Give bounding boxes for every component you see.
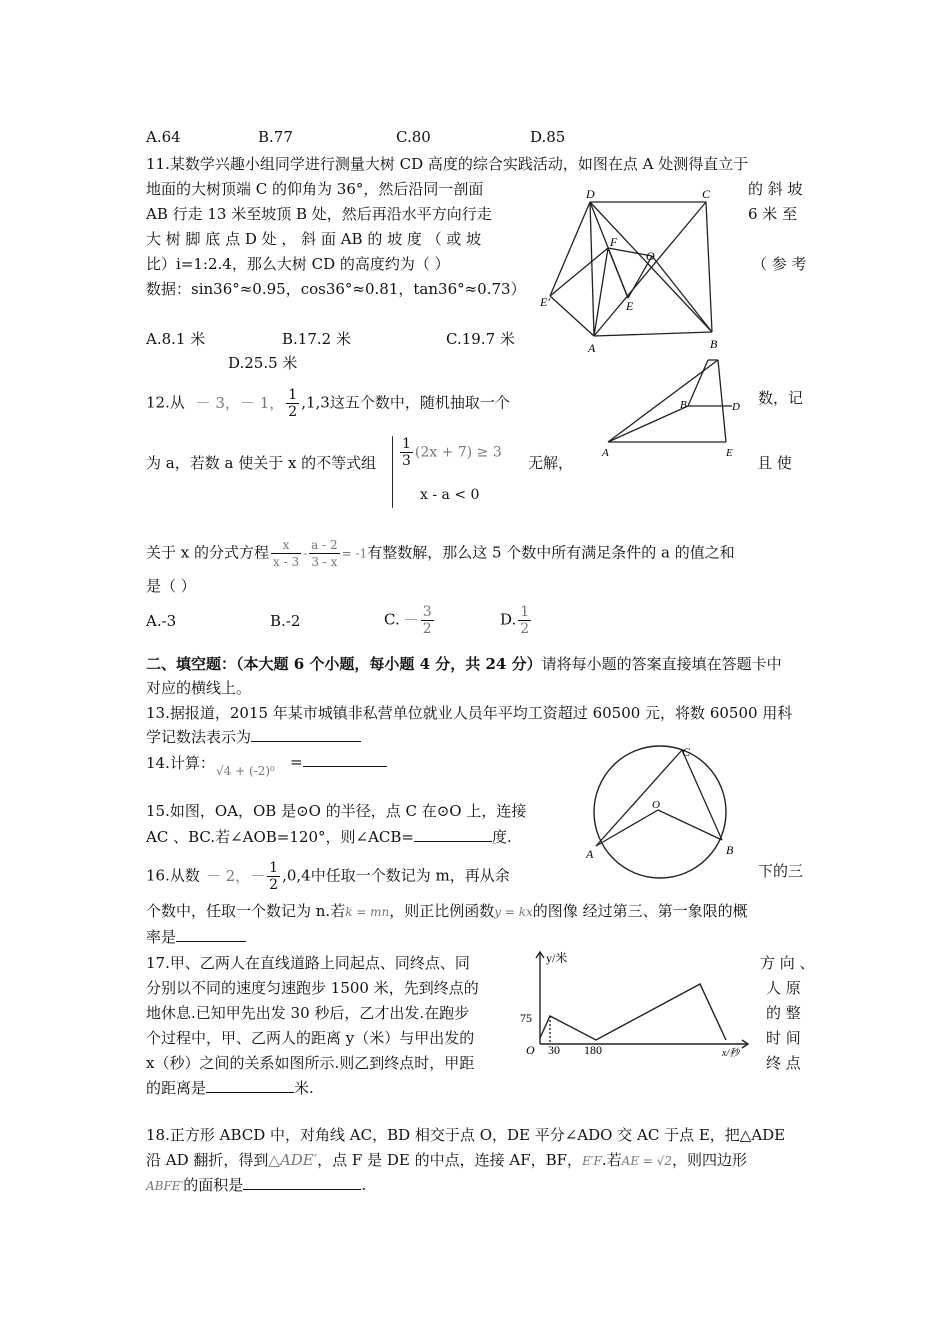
q11-option-a: A.8.1 米 — [146, 330, 206, 348]
q11-fig-label-c: C — [702, 187, 711, 201]
q16-line1-end: 下的三 — [758, 862, 804, 880]
q17-line3: 地休息.已知甲先出发 30 秒后，乙才出发.在跑步 — [146, 1004, 470, 1022]
q11-fig-label-f: F — [610, 235, 618, 249]
q11-line3: AB 行走 13 米至坡顶 B 处，然后再沿水平方向行走 — [146, 205, 492, 223]
q15-fig-label-a: A — [586, 847, 594, 861]
q18-line1: 18.正方形 ABCD 中，对角线 AC，BD 相交于点 O，DE 平分∠ADO 交 AC 于点 E，把△ADE — [146, 1126, 786, 1144]
q12-option-b: B.-2 — [270, 612, 301, 630]
section2-header: 二、填空题：（本大题 6 个小题，每小题 4 分，共 24 分）请将每小题的答案直接填在答题卡中 — [146, 655, 782, 673]
q12-fig-label-d: D — [732, 401, 740, 413]
q16-line1: 16.从数 － 2，－ $\frac{1}{2}$ ,0,4中任取一个数记为 m，再从余 — [146, 860, 510, 893]
q17-line1-end: 方 向 、 — [760, 954, 815, 972]
q15-figure — [582, 744, 742, 880]
q17-line5: x（秒）之间的关系如图所示.则乙到终点时，甲距 — [146, 1054, 475, 1072]
q10-option-a: A.64 — [146, 128, 181, 146]
q17-ylabel: y/米 — [546, 951, 568, 965]
q15-fig-label-c: C — [682, 745, 691, 759]
q10-option-c: C.80 — [396, 128, 431, 146]
q12-line2-mid: 无解， — [528, 454, 574, 472]
q14-expression: √4 + (-2)⁰ — [216, 764, 275, 778]
q17-line6: 的距离是 米. — [146, 1079, 314, 1097]
q17-line2: 分别以不同的速度匀速跑步 1500 米，先到终点的 — [146, 979, 479, 997]
q11-line5-end: （ 参 考 — [752, 255, 807, 273]
q17-line4-end: 时 间 — [766, 1029, 801, 1047]
q13-line1: 13.据报道，2015 年某市城镇非私营单位就业人员年平均工资超过 60500 元，将数 60500 用科 — [146, 704, 793, 722]
q12-ineq2: x - a < 0 — [420, 487, 480, 503]
q11-line2-end: 的 斜 坡 — [748, 180, 803, 198]
q17-line5-end: 终 点 — [766, 1054, 801, 1072]
q11-fig-label-e-prime: E′ — [540, 295, 550, 309]
q17-x30: 30 — [548, 1043, 560, 1057]
q11-line6: 数据：sin36°≈0.95，cos36°≈0.81，tan36°≈0.73） — [146, 280, 526, 298]
q17-x180: 180 — [584, 1043, 602, 1057]
q11-option-b: B.17.2 米 — [282, 330, 351, 348]
q12-fig-label-b: B — [680, 399, 687, 411]
q18-line3: ABFE′的面积是 . — [146, 1176, 367, 1194]
q12-figure — [598, 356, 748, 460]
q11-figure — [536, 180, 736, 360]
q12-line4: 是（ ） — [146, 577, 196, 595]
q17-line3-end: 的 整 — [766, 1004, 801, 1022]
q15-fig-label-o: O — [652, 799, 660, 811]
q16-answer-blank[interactable] — [176, 927, 246, 942]
q18-answer-blank[interactable] — [243, 1175, 361, 1190]
q11-line3-end: 6 米 至 — [748, 205, 798, 223]
q12-option-a: A.-3 — [146, 612, 177, 630]
q11-fig-label-a: A — [588, 341, 596, 355]
q15-answer-blank[interactable] — [414, 827, 492, 842]
q14-answer-blank[interactable] — [303, 752, 387, 767]
q17-origin: O — [526, 1043, 535, 1057]
q12-line2-end: 且 使 — [757, 454, 792, 472]
q11-option-c: C.19.7 米 — [446, 330, 515, 348]
q12-fig-label-a: A — [602, 447, 609, 459]
q12-eq-frac2: $\frac{a - 2}{3 - x}$ — [311, 538, 338, 569]
q11-line2: 地面的大树顶端 C 的仰角为 36°，然后沿同一剖面 — [146, 180, 484, 198]
q12-brace — [392, 436, 393, 508]
q17-line4: 个过程中，甲、乙两人的距离 y（米）与甲出发的 — [146, 1029, 475, 1047]
q17-y75: 75 — [520, 1011, 532, 1025]
q11-fig-label-e: E — [626, 299, 634, 313]
q16-line3: 率是 — [146, 926, 246, 947]
q12-ineq1: $\frac{1}{3}$ (2x + 7) ≥ 3 — [402, 436, 502, 469]
q17-answer-blank[interactable] — [206, 1078, 294, 1093]
q12-option-d: D. $\frac{1}{2}$ — [500, 604, 530, 637]
q11-fig-label-b: B — [710, 337, 718, 351]
q12-fig-label-e: E — [726, 447, 733, 459]
q11-fig-label-o: O — [646, 249, 655, 263]
q13-answer-blank[interactable] — [251, 727, 361, 742]
q10-option-d: D.85 — [530, 128, 566, 146]
section2-line2: 对应的横线上。 — [146, 679, 252, 697]
q17-graph — [516, 948, 756, 1060]
q15-line1: 15.如图，OA，OB 是⊙O 的半径，点 C 在⊙O 上，连接 — [146, 802, 527, 820]
q17-line1: 17.甲、乙两人在直线道路上同起点、同终点、同 — [146, 954, 470, 972]
q17-xlabel: x/秒 — [722, 1048, 740, 1059]
q13-line2: 学记数法表示为 — [146, 726, 361, 747]
q11-line4: 大 树 脚 底 点 D 处 ， 斜 面 AB 的 坡 度 （ 或 坡 — [146, 230, 482, 248]
q16-line2: 个数中，任取一个数记为 n.若k = mn，则正比例函数y = kx的图像 经过第三、第一象限的概 — [146, 902, 748, 920]
q15-fig-label-b: B — [726, 843, 734, 857]
q14-answer: = — [290, 752, 387, 771]
q15-line2: AC 、BC.若∠AOB=120°，则∠ACB= 度. — [146, 828, 512, 846]
q18-line2: 沿 AD 翻折，得到△ADE′，点 F 是 DE 的中点，连接 AF，BF，E′F.若AE = √2，则四边形 — [146, 1151, 748, 1169]
q12-line2: 为 a，若数 a 使关于 x 的不等式组 — [146, 454, 377, 472]
q11-line5: 比）i=1:2.4，那么大树 CD 的高度约为（ ） — [146, 255, 450, 273]
q11-option-d: D.25.5 米 — [228, 354, 298, 372]
q12-eq-frac1: $\frac{x}{x - 3}$ — [273, 538, 300, 569]
q10-option-b: B.77 — [258, 128, 293, 146]
q12-frac-half: $\frac{1}{2}$ — [288, 387, 298, 420]
q14-line1: 14.计算： — [146, 754, 215, 772]
q12-line3: 关于 x 的分式方程 $\frac{x}{x - 3}$ - $\frac{a - 2}{3 - x}$ = -1有整数解，那么这 5 个数中所有满足条件的 a 的值之和 — [146, 538, 735, 569]
q12-option-c: C. － $\frac{3}{2}$ — [384, 604, 432, 637]
q17-line2-end: 人 原 — [766, 979, 801, 997]
q11-line1: 11.某数学兴趣小组同学进行测量大树 CD 高度的综合实践活动，如图在点 A 处测得直立于 — [146, 155, 749, 173]
q11-fig-label-d: D — [586, 187, 595, 201]
q12-line1: 12.从 － 3，－ 1， $\frac{1}{2}$ ,1,3这五个数中，随机抽取一个 — [146, 387, 510, 420]
q12-line1-end: 数，记 — [758, 389, 804, 407]
